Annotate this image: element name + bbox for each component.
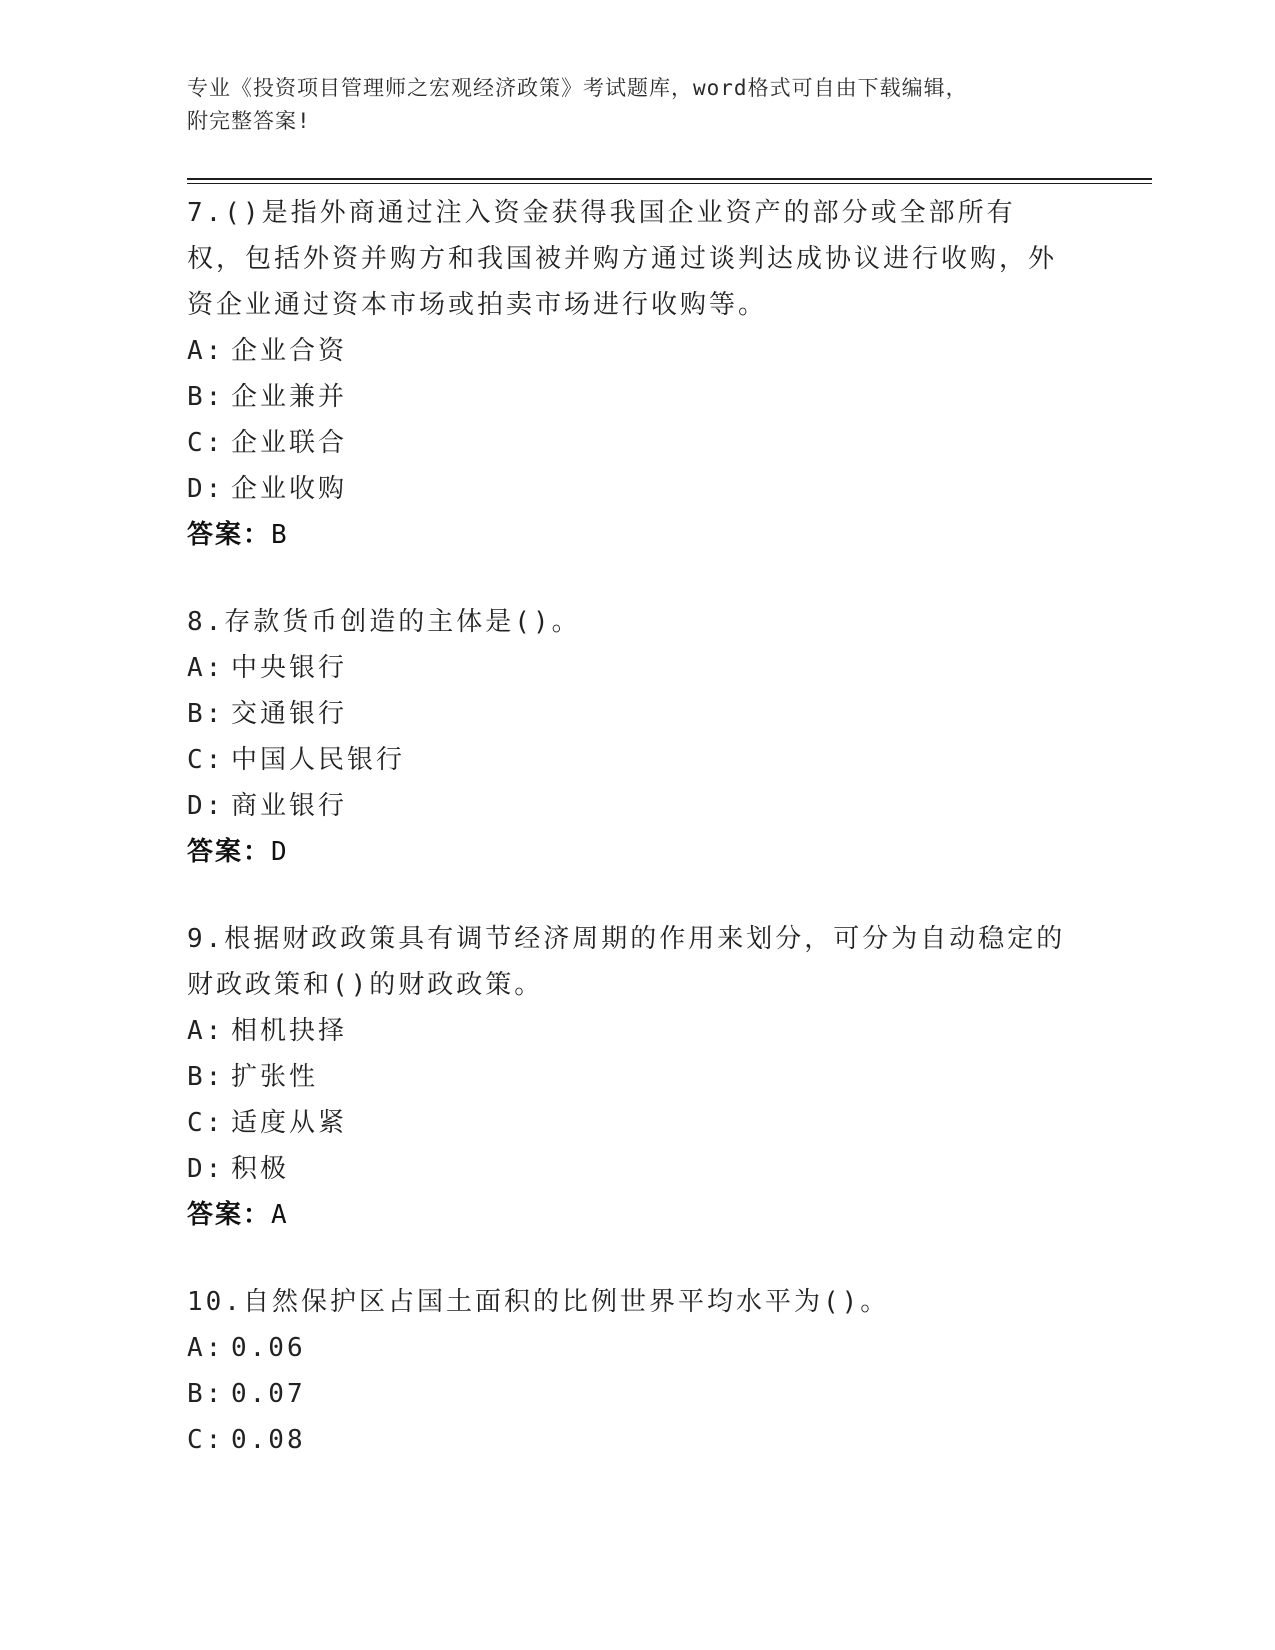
option-c [187,1100,1067,1146]
option-key: A: [187,653,225,683]
question-stem: 7.()是指外商通过注入资金获得我国企业资产的部分或全部所有权，包括外资并购方和我国被并购方通过谈判达成协议进行收购，外资企业通过资本市场或拍卖市场进行收购等。 [187,198,1058,320]
answer-label: 答案： [187,837,272,867]
question-list [187,190,1067,1504]
option-key: B: [187,1379,225,1409]
option-a [187,645,1067,691]
answer-line [187,829,1067,875]
option-c [187,737,1067,783]
option-b [187,691,1067,737]
answer-label: 答案： [187,520,272,550]
answer-line [187,1192,1067,1238]
option-text: 企业联合 [231,428,348,458]
option-key: C: [187,1425,225,1455]
question-7 [187,190,1067,558]
header-divider-thin [187,183,1152,184]
option-text: 0.06 [231,1333,306,1363]
answer-value: B [271,520,289,550]
option-text: 0.08 [231,1425,306,1455]
option-text: 0.07 [231,1379,306,1409]
option-key: A: [187,1333,225,1363]
option-key: B: [187,1062,225,1092]
option-text: 积极 [231,1154,290,1184]
option-text: 适度从紧 [231,1108,348,1138]
question-10 [187,1279,1067,1463]
question-stem: 8.存款货币创造的主体是()。 [187,607,581,637]
option-d [187,466,1067,512]
option-key: D: [187,474,225,504]
option-a [187,1008,1067,1054]
option-text: 企业兼并 [231,382,348,412]
question-9 [187,916,1067,1238]
header-line-1: 专业《投资项目管理师之宏观经济政策》考试题库，word格式可自由下载编辑， [187,76,968,100]
answer-line [187,512,1067,558]
option-key: C: [187,1108,225,1138]
option-a [187,1325,1067,1371]
answer-value: A [271,1200,289,1230]
option-c [187,420,1067,466]
option-b [187,1054,1067,1100]
option-text: 相机抉择 [231,1016,348,1046]
option-text: 商业银行 [231,791,348,821]
option-key: B: [187,382,225,412]
option-text: 企业合资 [231,336,348,366]
question-stem: 9.根据财政政策具有调节经济周期的作用来划分，可分为自动稳定的财政政策和()的财政政策。 [187,924,1066,1000]
option-d [187,783,1067,829]
answer-value: D [271,837,289,867]
question-stem: 10.自然保护区占国土面积的比例世界平均水平为()。 [187,1287,890,1317]
option-key: A: [187,1016,225,1046]
answer-label: 答案： [187,1200,272,1230]
option-key: A: [187,336,225,366]
option-b [187,374,1067,420]
option-d [187,1146,1067,1192]
option-b [187,1371,1067,1417]
option-key: C: [187,428,225,458]
option-a [187,328,1067,374]
option-key: D: [187,1154,225,1184]
header-line-2: 附完整答案! [187,109,311,133]
option-key: B: [187,699,225,729]
question-8 [187,599,1067,875]
option-key: D: [187,791,225,821]
option-text: 中国人民银行 [231,745,406,775]
option-text: 企业收购 [231,474,348,504]
option-text: 交通银行 [231,699,348,729]
option-text: 扩张性 [231,1062,319,1092]
header-divider-thick [187,178,1152,180]
option-key: C: [187,745,225,775]
document-header [187,72,1067,138]
option-c [187,1417,1067,1463]
option-text: 中央银行 [231,653,348,683]
